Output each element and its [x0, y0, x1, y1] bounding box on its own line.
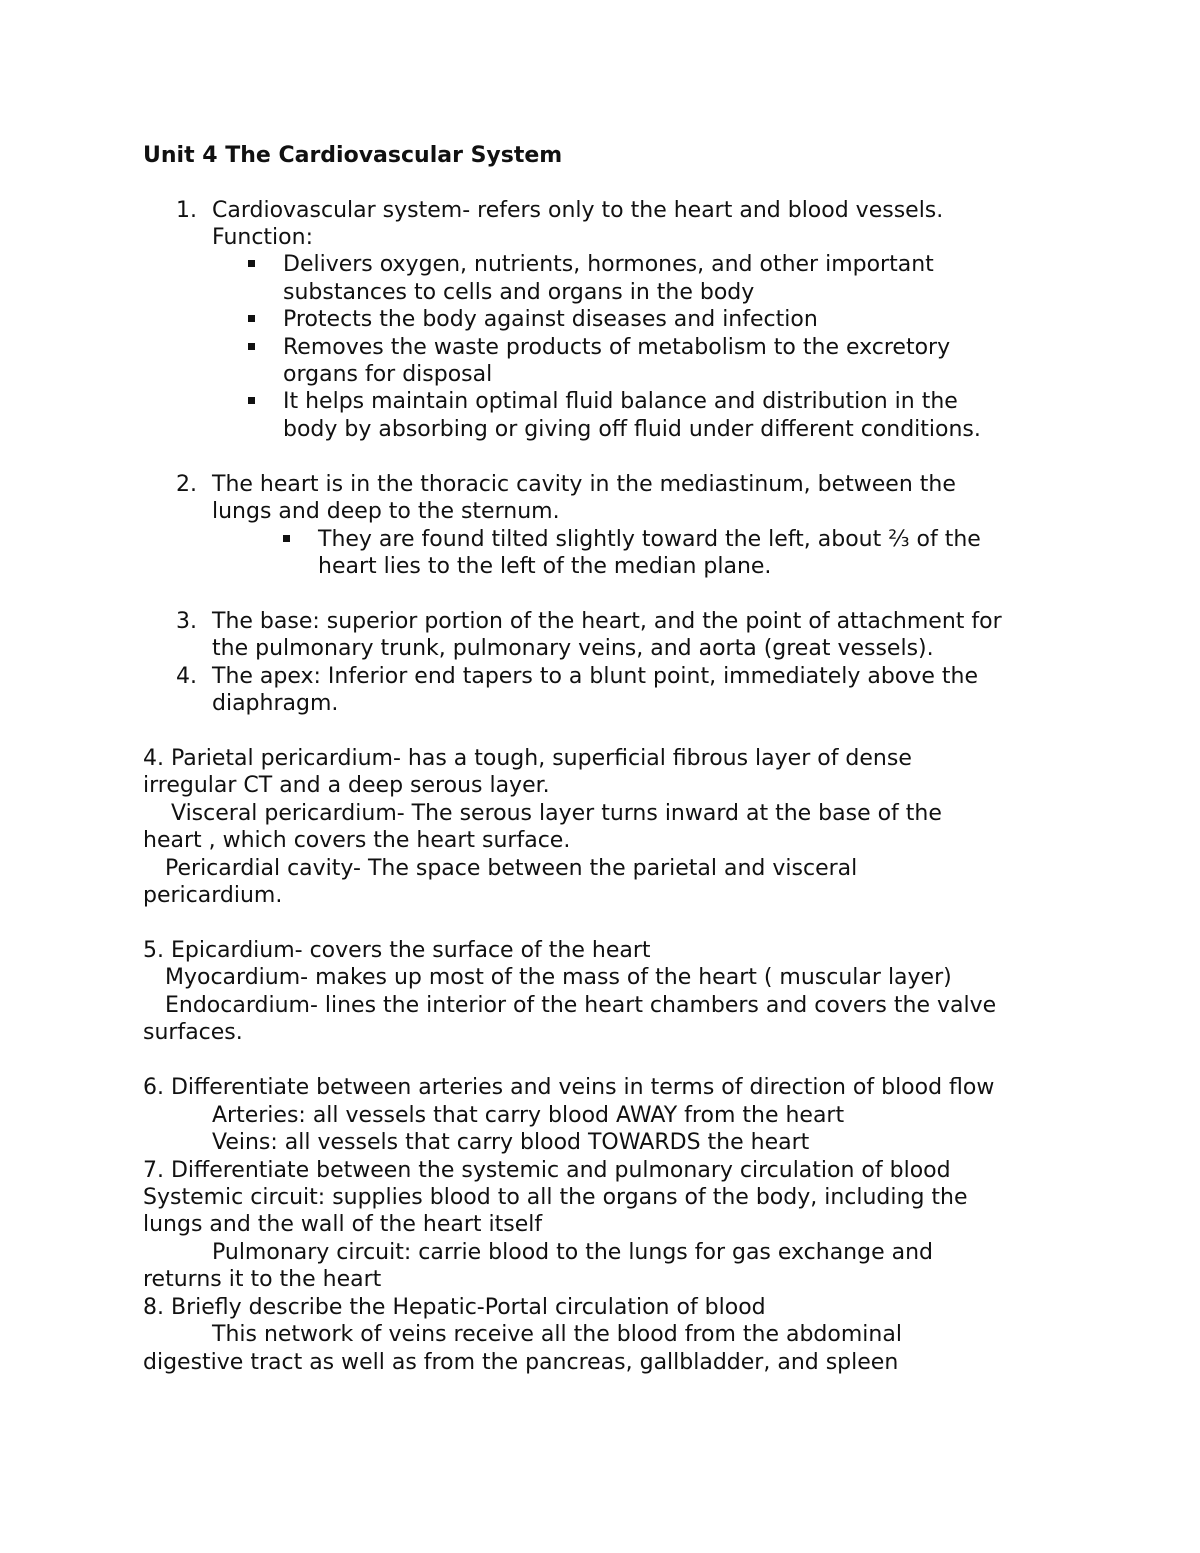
para4-line3: Visceral pericardium- The serous layer turns inward at the base of the — [171, 801, 942, 826]
document-title: Unit 4 The Cardiovascular System — [143, 143, 563, 168]
para8-line2: This network of veins receive all the blood from the abdominal — [212, 1322, 902, 1347]
item3-line2: the pulmonary trunk, pulmonary veins, and aorta (great vessels). — [212, 636, 934, 661]
para6-line2: Arteries: all vessels that carry blood AWAY from the heart — [212, 1103, 845, 1128]
bullet-square-icon — [248, 343, 255, 350]
list-number-1: 1. — [176, 198, 197, 223]
para6-line3: Veins: all vessels that carry blood TOWARDS the heart — [212, 1130, 810, 1155]
para4-line2: irregular CT and a deep serous layer. — [143, 773, 550, 798]
para7-line3: lungs and the wall of the heart itself — [143, 1212, 543, 1237]
item3-line1: The base: superior portion of the heart, and the point of attachment for — [212, 609, 1002, 634]
item4-line1: The apex: Inferior end tapers to a blunt point, immediately above the — [212, 664, 978, 689]
para5-line1: 5. Epicardium- covers the surface of the heart — [143, 938, 651, 963]
para4-line1: 4. Parietal pericardium- has a tough, superficial fibrous layer of dense — [143, 746, 912, 771]
item2-bullet-line2: heart lies to the left of the median plane. — [318, 554, 772, 579]
para7-line4: Pulmonary circuit: carrie blood to the lungs for gas exchange and — [212, 1240, 934, 1265]
item1-bullet1-line1: Delivers oxygen, nutrients, hormones, and other important — [283, 252, 934, 277]
item2-bullet-line1: They are found tilted slightly toward the left, about ⅔ of the — [318, 527, 981, 552]
item2-line2: lungs and deep to the sternum. — [212, 499, 560, 524]
para5-line4: surfaces. — [143, 1020, 243, 1045]
list-number-4: 4. — [176, 664, 197, 689]
item2-line1: The heart is in the thoracic cavity in the mediastinum, between the — [212, 472, 956, 497]
para5-line3: Endocardium- lines the interior of the heart chambers and covers the valve — [165, 993, 997, 1018]
para4-line5: Pericardial cavity- The space between the parietal and visceral — [165, 856, 858, 881]
para4-line4: heart , which covers the heart surface. — [143, 828, 571, 853]
list-number-3: 3. — [176, 609, 197, 634]
list-number-2: 2. — [176, 472, 197, 497]
item1-bullet4-line1: It helps maintain optimal fluid balance and distribution in the — [283, 389, 958, 414]
item4-line2: diaphragm. — [212, 691, 339, 716]
para5-line2: Myocardium- makes up most of the mass of the heart ( muscular layer) — [165, 965, 952, 990]
item1-line1: Cardiovascular system- refers only to the heart and blood vessels. — [212, 198, 944, 223]
para6-line1: 6. Differentiate between arteries and veins in terms of direction of blood flow — [143, 1075, 995, 1100]
bullet-square-icon — [248, 315, 255, 322]
para7-line5: returns it to the heart — [143, 1267, 382, 1292]
para8-line1: 8. Briefly describe the Hepatic-Portal circulation of blood — [143, 1295, 766, 1320]
para7-line1: 7. Differentiate between the systemic and pulmonary circulation of blood — [143, 1158, 951, 1183]
bullet-square-icon — [283, 535, 290, 542]
item1-bullet2-line1: Protects the body against diseases and infection — [283, 307, 818, 332]
bullet-square-icon — [248, 397, 255, 404]
item1-bullet3-line1: Removes the waste products of metabolism to the excretory — [283, 335, 951, 360]
item1-bullet4-line2: body by absorbing or giving off fluid under different conditions. — [283, 417, 981, 442]
item1-bullet1-line2: substances to cells and organs in the body — [283, 280, 755, 305]
item1-line2: Function: — [212, 225, 313, 250]
item1-bullet3-line2: organs for disposal — [283, 362, 493, 387]
para4-line6: pericardium. — [143, 883, 283, 908]
para8-line3: digestive tract as well as from the pancreas, gallbladder, and spleen — [143, 1350, 899, 1375]
bullet-square-icon — [248, 260, 255, 267]
para7-line2: Systemic circuit: supplies blood to all the organs of the body, including the — [143, 1185, 968, 1210]
